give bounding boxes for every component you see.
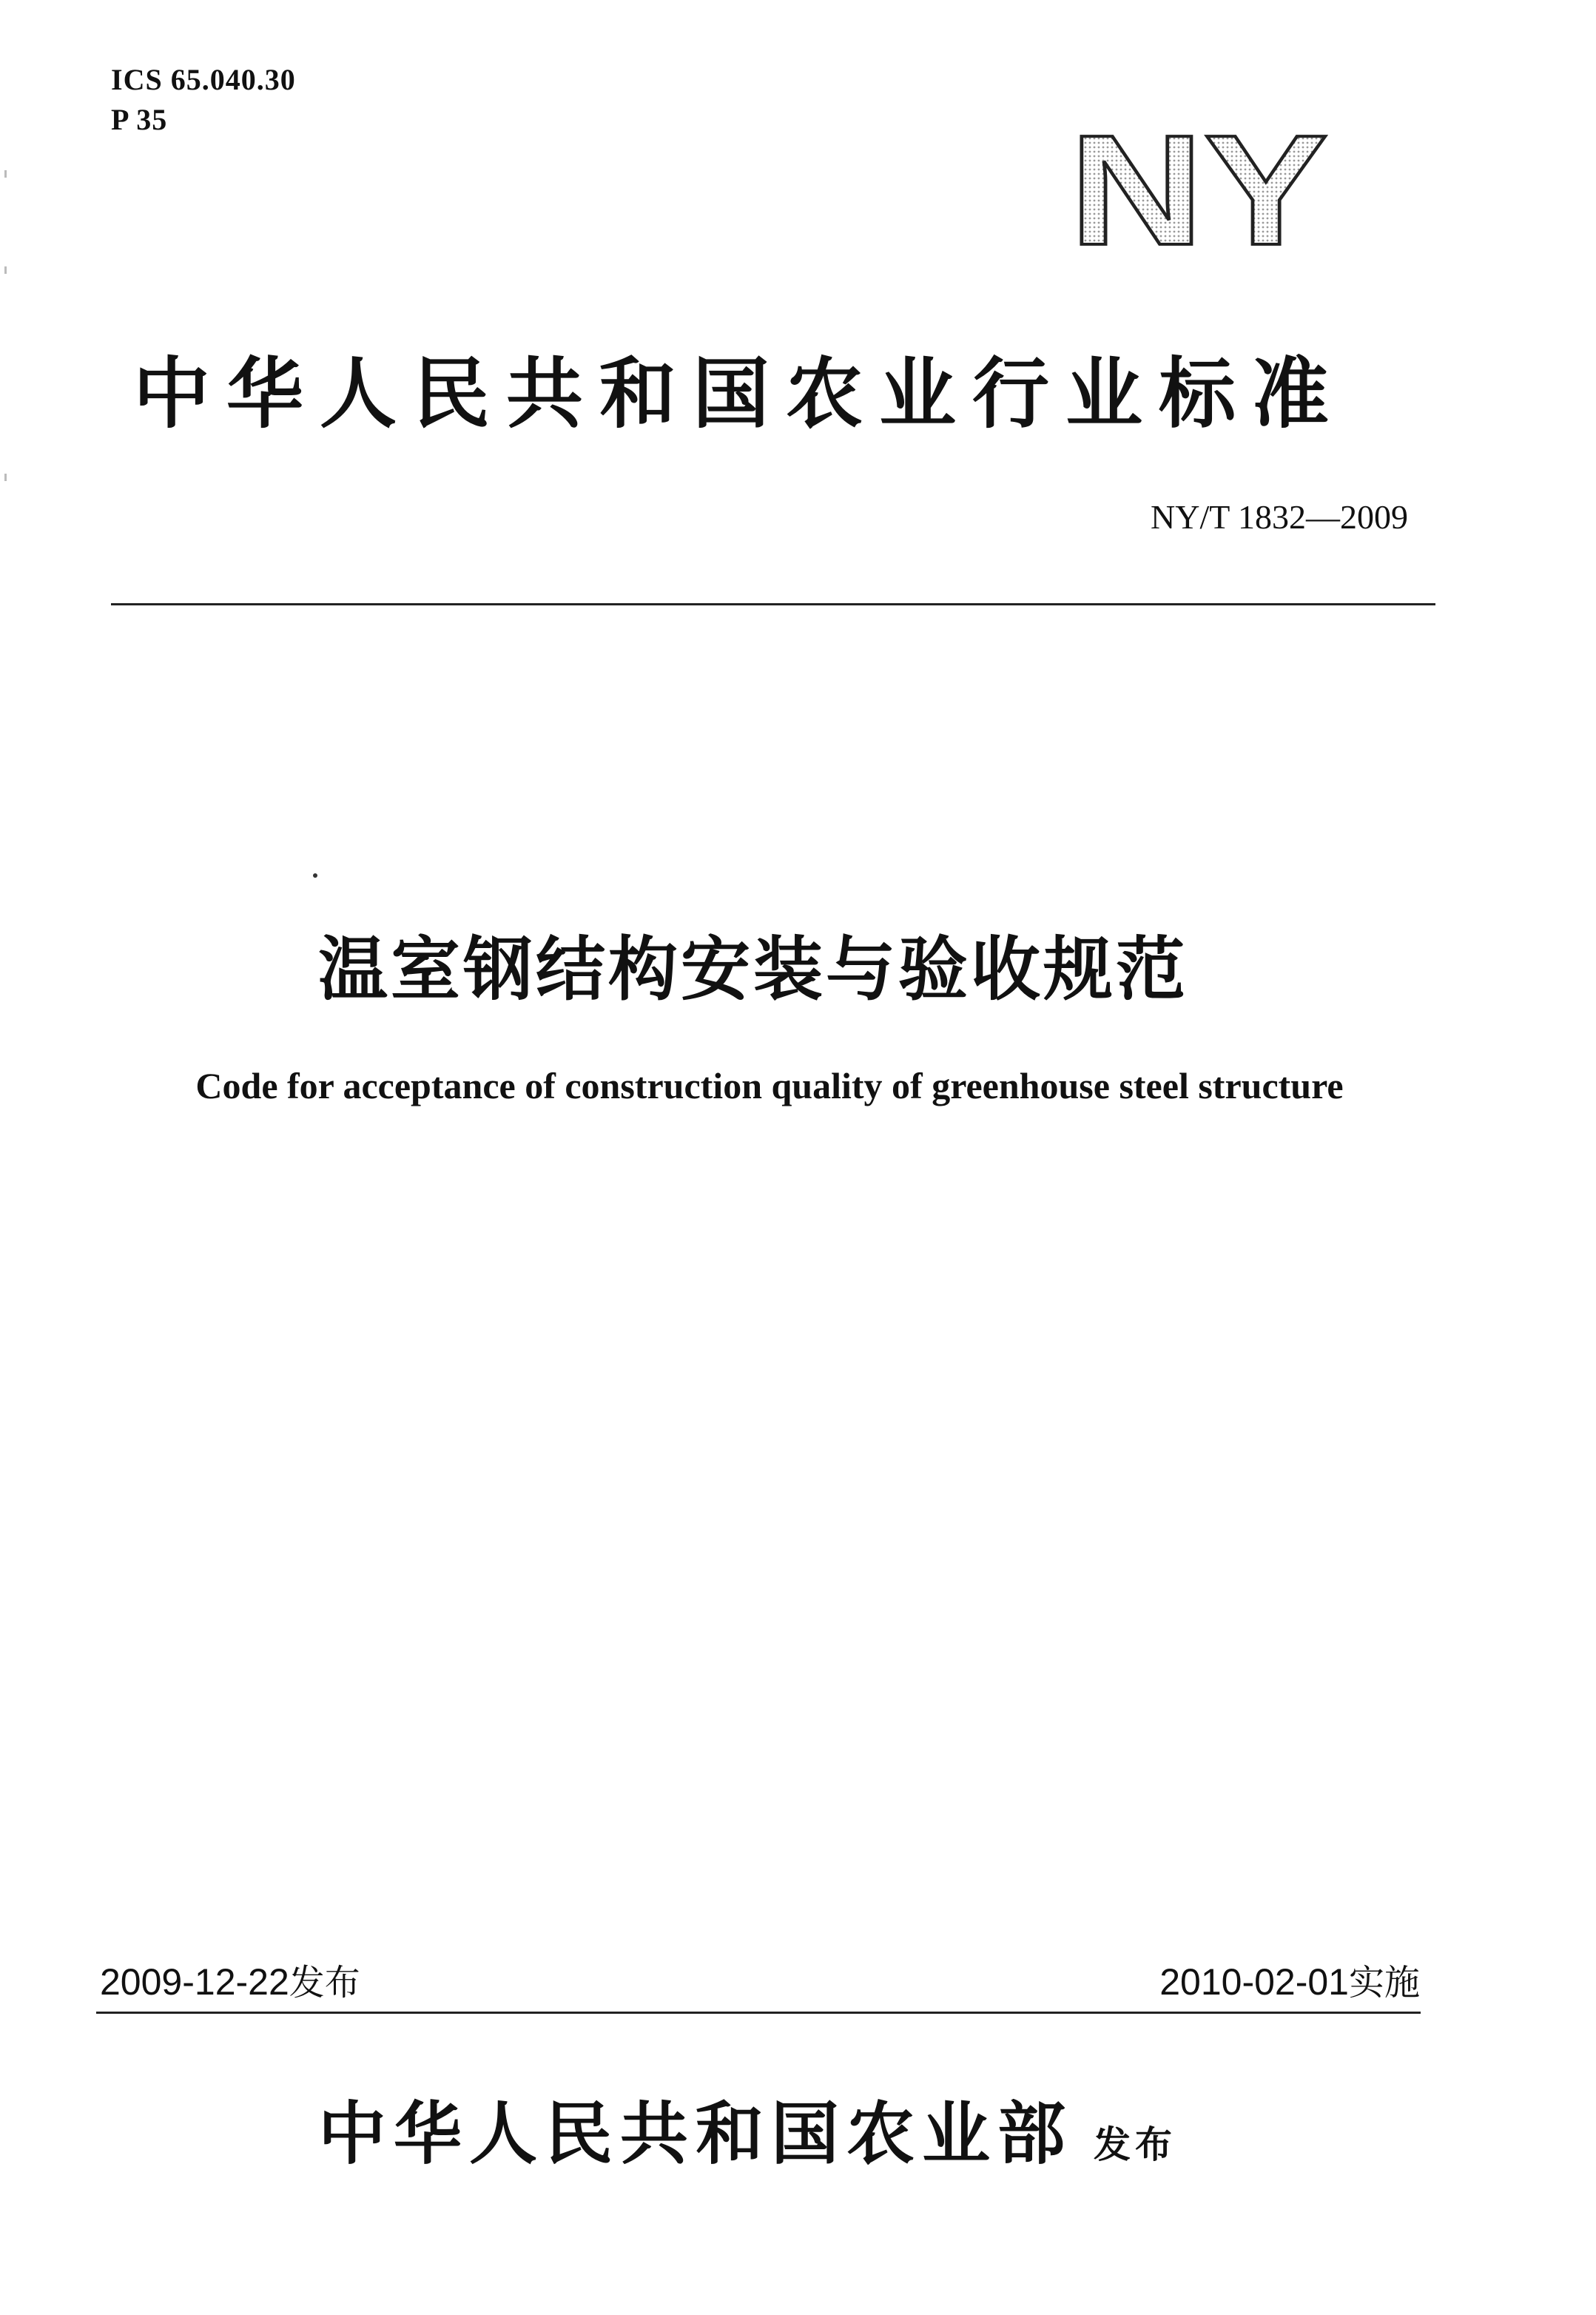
top-divider xyxy=(111,603,1435,605)
classification-code: P 35 xyxy=(111,103,168,136)
ics-code: ICS 65.040.30 xyxy=(111,63,296,96)
scan-mark xyxy=(4,474,7,481)
effective-date: 2010-02-01 xyxy=(1159,1961,1349,2003)
document-title-english: Code for acceptance of construction quality of greenhouse steel structure xyxy=(195,1065,1344,1106)
scan-mark xyxy=(4,170,7,178)
release-date: 2009-12-22 xyxy=(100,1961,289,2003)
publisher-suffix: 发布 xyxy=(1094,2123,1177,2166)
bottom-divider xyxy=(96,2012,1421,2014)
scan-dot xyxy=(313,873,317,878)
publisher-name: 中华人民共和国农业部 xyxy=(318,2094,1074,2174)
page-title: 中华人民共和国农业行业标准 xyxy=(133,349,1346,439)
scan-mark xyxy=(4,266,7,274)
release-label: 发布 xyxy=(289,1962,360,2003)
effective-date-line xyxy=(1159,1954,1420,2005)
publisher-line xyxy=(318,2080,1176,2177)
ny-logo xyxy=(1065,118,1332,252)
document-title-chinese: 温室钢结构安装与验收规范 xyxy=(318,930,1189,1010)
release-date-line xyxy=(100,1954,360,2005)
ny-logo-text: NY xyxy=(1069,118,1328,252)
standard-number: NY/T 1832—2009 xyxy=(1151,498,1408,536)
effective-label: 实施 xyxy=(1348,1962,1420,2003)
